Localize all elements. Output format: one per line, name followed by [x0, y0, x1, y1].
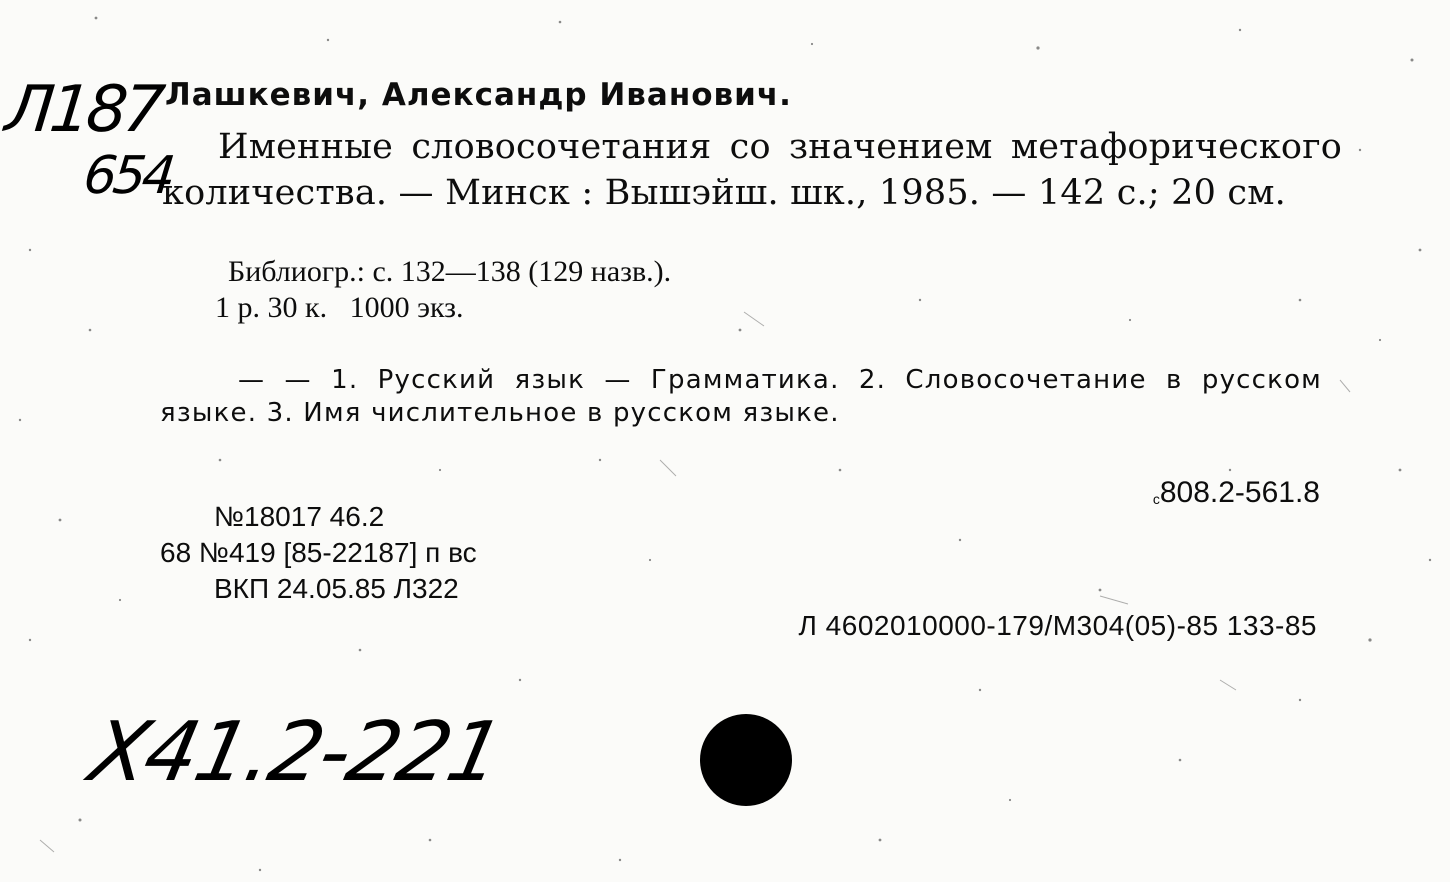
classification-number: 808.2-561.8 — [1159, 476, 1320, 509]
card-author: Лашкевич, Александр Иванович. — [165, 77, 792, 113]
registry-line-1: №18017 46.2 — [214, 501, 385, 532]
udc-classification — [1153, 478, 1320, 508]
handwritten-author-mark: 654 — [80, 146, 175, 206]
punched-hole-dot — [700, 714, 792, 806]
handwritten-call-number: Л187 — [2, 73, 165, 147]
registry-line-2: 68 №419 [85-22187] п вс — [160, 537, 477, 568]
card-title-statement: Именные словосочетания со значением метафорического количества. — Минск : Вышэйш. шк., 1985. — 142 с.; 20 см. — [162, 127, 1342, 213]
registry-line-3: ВКП 24.05.85 Л322 — [214, 573, 459, 604]
handwritten-shelf-mark: Х41.2-221 — [82, 705, 510, 800]
bbk-code: Л 4602010000-179/М304(05)-85 133-85 — [798, 610, 1317, 641]
subject-headings: — — 1. Русский язык — Грамматика. 2. Словосочетание в русском языке. 3. Имя числительное в русском языке. — [160, 365, 1322, 428]
price-and-print-run: 1 р. 30 к. 1000 экз. — [215, 291, 464, 324]
classification-prefix: с — [1152, 491, 1160, 507]
bibliography-note: Библиогр.: с. 132—138 (129 назв.). — [228, 255, 672, 288]
